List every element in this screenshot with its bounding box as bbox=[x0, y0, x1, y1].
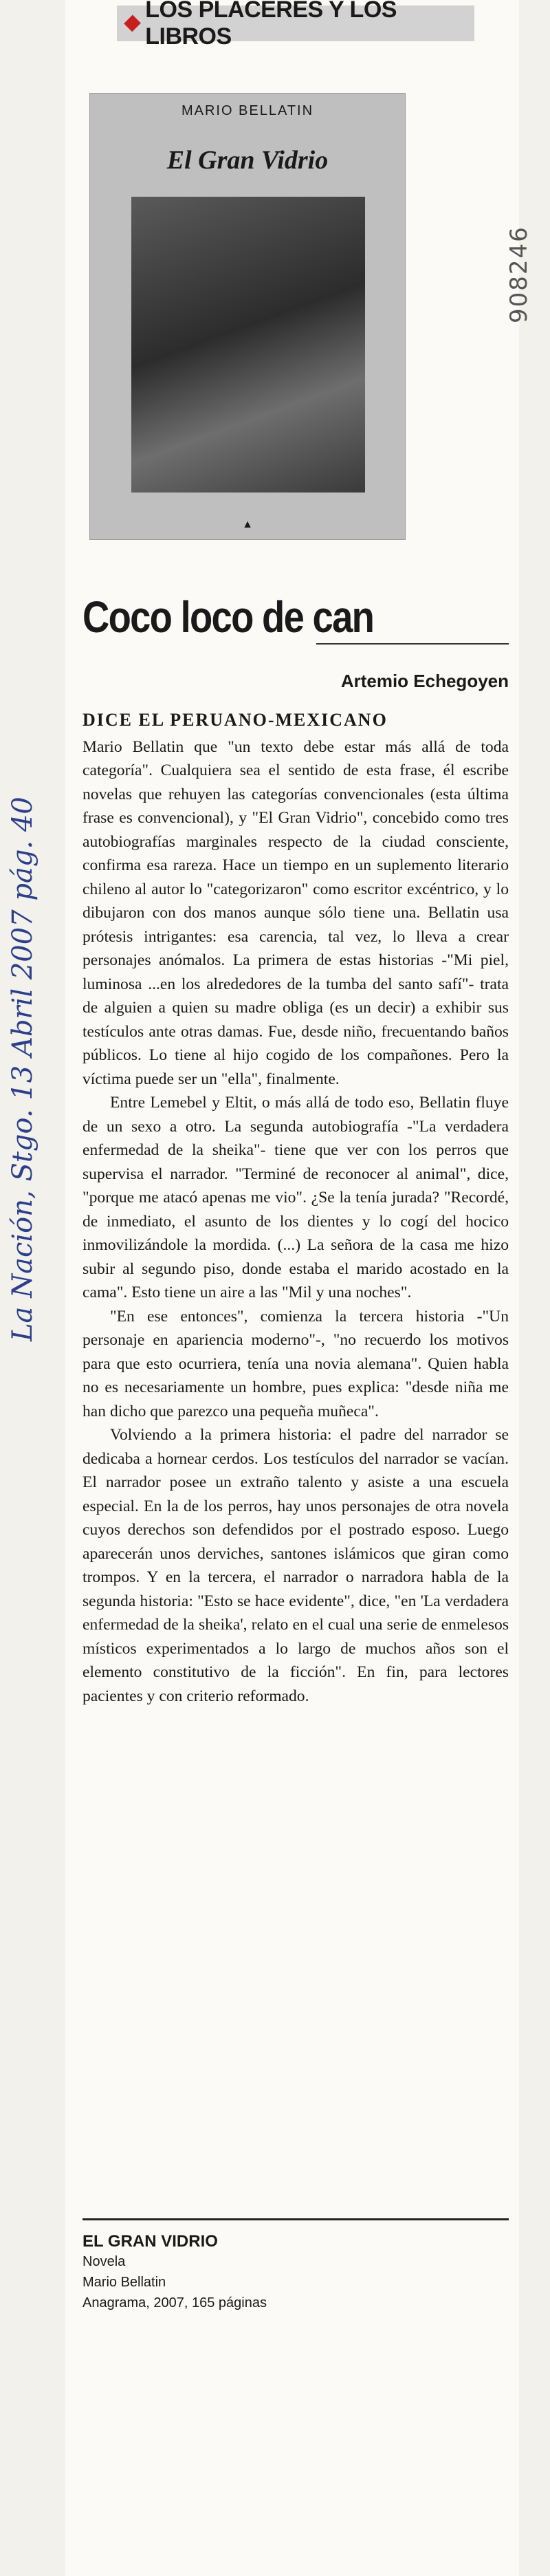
headline-divider bbox=[316, 643, 509, 645]
section-label: LOS PLACERES Y LOS LIBROS bbox=[145, 0, 397, 50]
info-divider bbox=[82, 2218, 509, 2220]
cover-artwork bbox=[131, 197, 365, 493]
publisher-logo-icon: ▲ bbox=[242, 519, 253, 530]
info-publisher: Anagrama, 2007, 165 páginas bbox=[82, 2295, 267, 2310]
article-paragraph: Entre Lemebel y Eltit, o más allá de todo eso, Bellatin fluye de un sexo a otro. La segunda autobiografía -"La verdadera enfermedad de la sheika"- tiene que ver con los perros que supervisa el narrador. "Terminé de reconocer al animal", dice, "porque me atacó apenas me vio". ¿Se la tenía jurada? "Recordé, de inmediato, el asunto de los dientes y lo cogí del hocico inmovilizándole la mordida. (...) La señora de la casa me hizo subir al segundo piso, donde estaba el marido acostado en la cama". Esto tiene un aire a las "Mil y una noches". bbox=[82, 1094, 509, 1301]
paragraph-text: Mario Bellatin que "un texto debe estar más allá de toda categoría". Cualquiera sea el sentido de esta frase, él escribe novelas que rehuyen las categorías convencionales (esta última frase es convencional), y "El Gran Vidrio", concebido como tres autobiografías marginales respecto de la ciudad consciente, confirma esa rareza. Hace un tiempo en un suplemento literario chileno al autor lo "categorizaron" como escritor excéntrico, y lo dibujaron con dos manos aunque sólo tiene una. Bellatin usa prótesis intrigantes: esa carencia, tal vez, lo lleva a crear personajes anómalos. La primera de estas historias -"Mi piel, luminosa ...en los alrededores de la tumba del santo safí"- trata de alguien a quien su madre obliga (es un decir) a exhibir sus testículos ante otras damas. Fue, desde niño, frecuentando baños públicos. Lo tiene al hijo cogido de los compañones. Pero la víctima puede ser un "ella", finalmente. bbox=[82, 737, 509, 1088]
book-info-box bbox=[82, 2232, 509, 2313]
article-paragraph bbox=[82, 708, 509, 1091]
handwritten-source-note: La Nación, Stgo. 13 Abril 2007 pág. 40 bbox=[7, 797, 38, 1341]
article-headline: Coco loco de can bbox=[82, 592, 374, 642]
info-author: Mario Bellatin bbox=[82, 2275, 166, 2290]
info-genre: Novela bbox=[82, 2254, 126, 2269]
book-cover-image bbox=[89, 93, 406, 540]
article-paragraph: Volviendo a la primera historia: el padre del narrador se dedicaba a hornear cerdos. Los testículos del narrador se vacían. El narrador posee un extraño talento y asiste a una escuela especial. En la de los perros, hay unos personajes de otra novela cuyos derechos son defendidos por el postrado esposo. Luego aparecerán unos derviches, santones islámicos que giran como trompos. Y en la tercera, el narrador o narradora habla de la segunda historia: "Esto se hace evidente", dice, "en 'La verdadera enfermedad de la sheika', relato en el cual una serie de enmelesos místicos experimentados a lo largo de muchos años son el elemento constitutivo de la ficción". En fin, para lectores pacientes y con criterio reformado. bbox=[82, 1426, 509, 1705]
cover-title: El Gran Vidrio bbox=[166, 146, 329, 175]
article-paragraph: "En ese entonces", comienza la tercera historia -"Un personaje en apariencia moderno"-, "no recuerdo los motivos para que esto ocurriera, tenía una novia alemana". Quien habla no es necesariamente un hombre, pues explica: "desde niña me han dicho que parezco una pequeña muñeca". bbox=[82, 1307, 509, 1420]
article-body bbox=[82, 708, 509, 1708]
diamond-bullet-icon bbox=[124, 15, 141, 32]
archive-number-stamp: 908246 bbox=[505, 226, 533, 323]
info-title: EL GRAN VIDRIO bbox=[82, 2232, 218, 2251]
cover-author: MARIO BELLATIN bbox=[181, 103, 314, 118]
lead-in: DICE EL PERUANO-MEXICANO bbox=[82, 710, 388, 730]
section-header bbox=[117, 0, 474, 50]
article-byline: Artemio Echegoyen bbox=[340, 671, 509, 691]
